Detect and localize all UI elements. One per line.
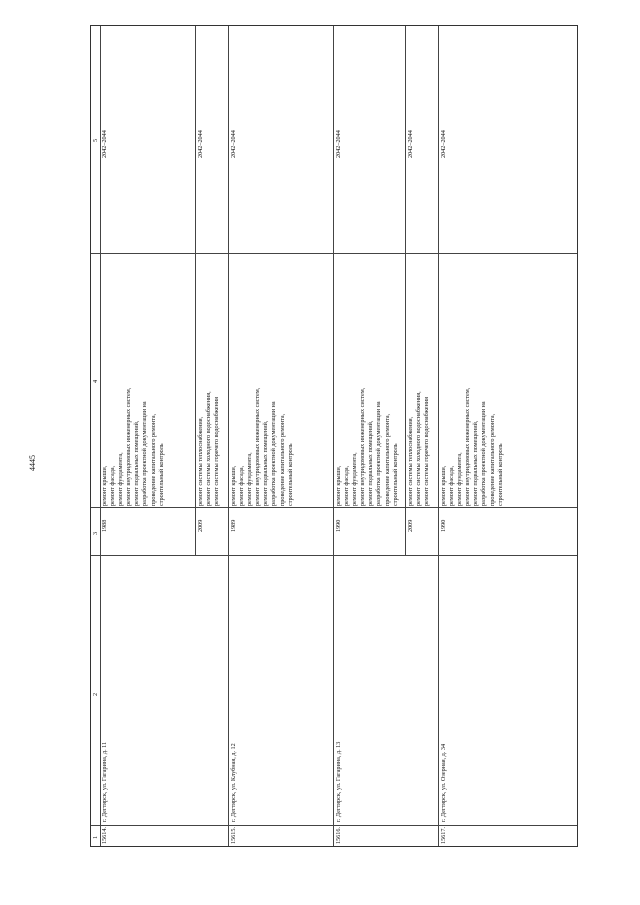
row-period: 2042–2044 [101,130,108,158]
row-number: 15616. [335,826,342,844]
row-address: г. Дегтярск, ул. Гагарина, д. 13 [335,741,342,822]
column-divider [91,507,577,508]
row-period: 2042–2044 [407,130,414,158]
row-address: г. Дегтярск, ул. Озерная, д. 34 [440,743,447,822]
column-header-1: 1 [92,835,99,839]
row-address: г. Дегтярск, ул. Гагарина, д. 11 [101,741,108,822]
row-divider [333,26,334,846]
row-year: 1990 [335,519,342,532]
row-number: 15614. [101,826,108,844]
column-divider [91,555,577,556]
row-period: 2042–2044 [335,130,342,158]
row-number: 15617. [440,826,447,844]
column-header-4: 4 [92,379,99,383]
row-year: 1988 [101,519,108,532]
row-year: 1989 [230,519,237,532]
row-works: ремонт крыши, ремонт фасада, ремонт фундамента, ремонт внутридомовых инженерных систем, ремонт подвальных помещений, разработка проектной документации на проведение капитального ремонта, строительный контроль [335,387,399,506]
column-header-2: 2 [92,692,99,696]
row-period: 2042–2044 [230,130,237,158]
row-address: г. Дегтярск, ул. Клубная, д. 12 [230,743,237,822]
capital-repair-table [90,25,578,847]
row-works: ремонт крыши, ремонт фасада, ремонт фундамента, ремонт внутридомовых инженерных систем, ремонт подвальных помещений, разработка проектной документации на проведение капитального ремонта, строительный контроль [101,387,165,506]
column-header-3: 3 [92,531,99,535]
column-divider [91,825,577,826]
row-year: 2009 [197,519,204,532]
column-header-5: 5 [92,138,99,142]
sub-row-divider [195,26,196,556]
page-number: 4445 [28,455,37,471]
row-works: ремонт системы теплоснабжения, ремонт системы холодного водоснабжения, ремонт системы горячего водоснабжения [197,391,221,506]
sub-row-divider [438,26,439,556]
row-period: 2042–2044 [197,130,204,158]
row-year: 1990 [440,519,447,532]
row-works: ремонт крыши, ремонт фасада, ремонт фундамента, ремонт внутридомовых инженерных систем, ремонт подвальных помещений, разработка проектной документации на проведение капитального ремонта, строительный контроль [230,387,294,506]
row-period: 2042–2044 [440,130,447,158]
row-works: ремонт системы теплоснабжения, ремонт системы холодного водоснабжения, ремонт системы горячего водоснабжения [407,391,431,506]
row-year: 2009 [407,519,414,532]
row-number: 15615. [230,826,237,844]
row-divider [228,26,229,846]
column-divider [91,253,577,254]
row-works: ремонт крыши, ремонт фасада, ремонт фундамента, ремонт внутридомовых инженерных систем, ремонт подвальных помещений, разработка проектной документации на проведение капитального ремонта, строительный контроль [440,387,504,506]
sub-row-divider [405,26,406,556]
